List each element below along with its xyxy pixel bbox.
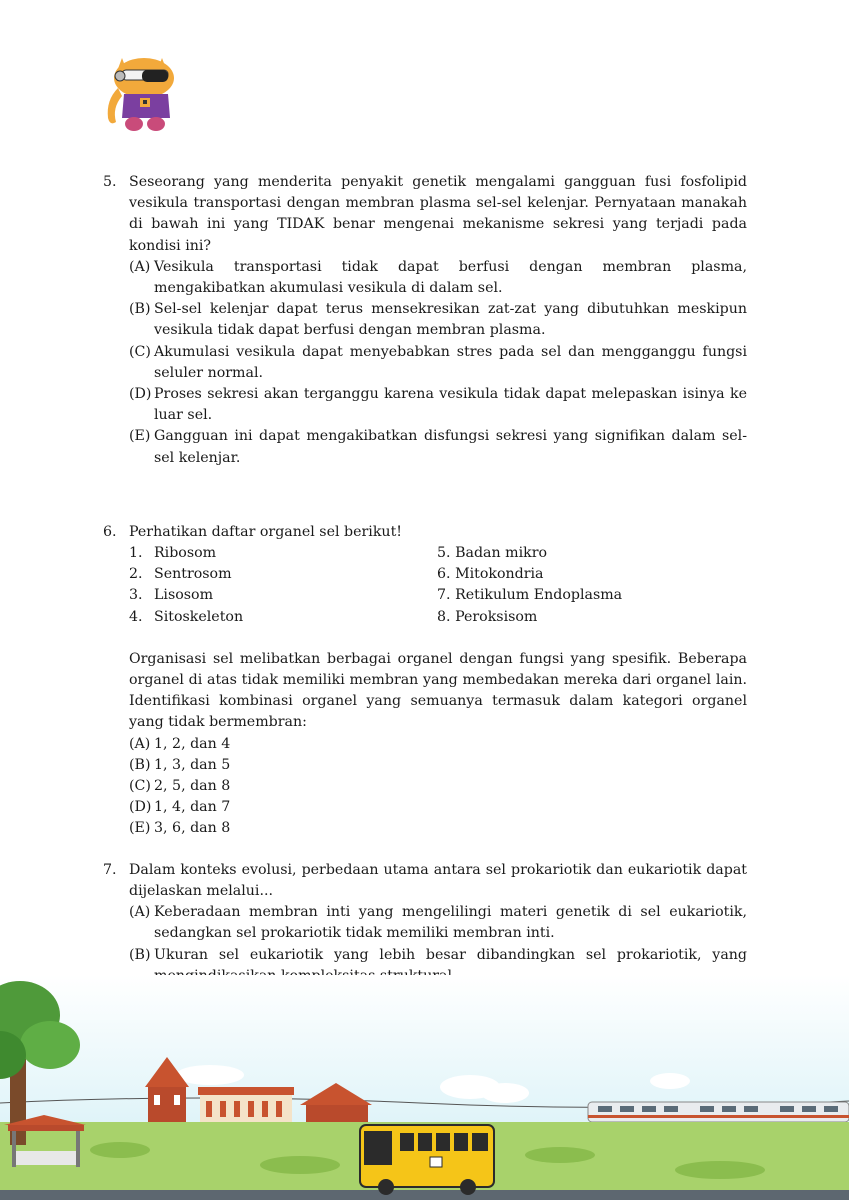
footer-illustration <box>0 975 849 1200</box>
list-item: 4. Sitoskeleton <box>129 608 244 625</box>
organelle-list-left <box>129 543 437 628</box>
question-stem: Organisasi sel melibatkan berbagai organel dengan fungsi yang spesifik. Beberapa organel di atas tidak memiliki membran yang membedakan mereka dari organel lain. Identifikasi kombinasi organel yang semuanya termasuk dalam kategori organel yang tidak bermembran: <box>129 650 747 731</box>
question-number: 6. <box>103 523 117 540</box>
question-intro: Perhatikan daftar organel sel berikut! <box>129 523 402 540</box>
option-d: (D) 1, 4, dan 7 <box>129 799 231 816</box>
option-b: (B) Ukuran sel eukariotik yang lebih besar dibandingkan sel prokariotik, yang <box>129 946 747 963</box>
list-item: 5. Badan mikro <box>437 545 548 562</box>
question-content <box>103 172 747 1029</box>
train-icon <box>588 1102 849 1122</box>
answer-options <box>129 734 747 840</box>
option-b: (B) Sel-sel kelenjar dapat terus mensekresikan zat-zat yang dibutuhkan meskipun vesikula tidak dapat berfusi dengan membran plasma. <box>129 301 747 339</box>
list-item: 6. Mitokondria <box>437 566 544 583</box>
list-item: 3. Lisosom <box>129 587 214 604</box>
question-stem: Seseorang yang menderita penyakit genetik mengalami gangguan fusi fosfolipid vesikula transportasi dengan membran plasma sel-sel kelenjar. Pernyataan manakah di bawah ini yang TIDAK benar mengenai mekanisme sekresi yang terjadi pada kondisi ini? <box>129 174 747 254</box>
question-stem: Dalam konteks evolusi, perbedaan utama antara sel prokariotik dan eukariotik dapat dijelaskan melalui... <box>129 861 747 899</box>
option-d: (D) Proses sekresi akan terganggu karena vesikula tidak dapat melepaskan isinya ke luar sel. <box>129 386 747 424</box>
cat-mascot-icon <box>100 48 184 136</box>
question-number: 5. <box>103 174 117 190</box>
option-c: (C) Akumulasi vesikula dapat menyebabkan stres pada sel dan mengganggu fungsi seluler normal. <box>129 343 747 381</box>
list-item: 7. Retikulum Endoplasma <box>437 587 623 604</box>
list-item: 2. Sentrosom <box>129 566 232 583</box>
option-e: (E) 3, 6, dan 8 <box>129 820 231 837</box>
question-5 <box>103 172 747 469</box>
option-e: (E) Gangguan ini dapat mengakibatkan disfungsi sekresi yang signifikan dalam sel-sel kelenjar. <box>129 428 747 466</box>
option-c: (C) 2, 5, dan 8 <box>129 778 231 795</box>
option-a: (A) Keberadaan membran inti yang mengelilingi materi genetik di sel eukariotik, sedangkan sel prokariotik tidak memiliki membran inti. <box>129 904 747 942</box>
question-number: 7. <box>103 861 117 878</box>
list-item: 8. Peroksisom <box>437 608 538 625</box>
organelle-list-right <box>437 543 737 628</box>
option-a: (A) 1, 2, dan 4 <box>129 735 231 752</box>
organelle-list <box>129 543 747 628</box>
option-b: (B) 1, 3, dan 5 <box>129 756 231 773</box>
option-a: (A) Vesikula transportasi tidak dapat berfusi dengan membran plasma, mengakibatkan akumulasi vesikula di dalam sel. <box>129 258 747 297</box>
list-item: 1. Ribosom <box>129 545 217 562</box>
road <box>0 1190 849 1200</box>
question-6 <box>103 522 747 840</box>
bus-icon <box>360 1125 494 1195</box>
answer-options <box>129 257 747 469</box>
office-building-icon <box>198 1087 294 1123</box>
